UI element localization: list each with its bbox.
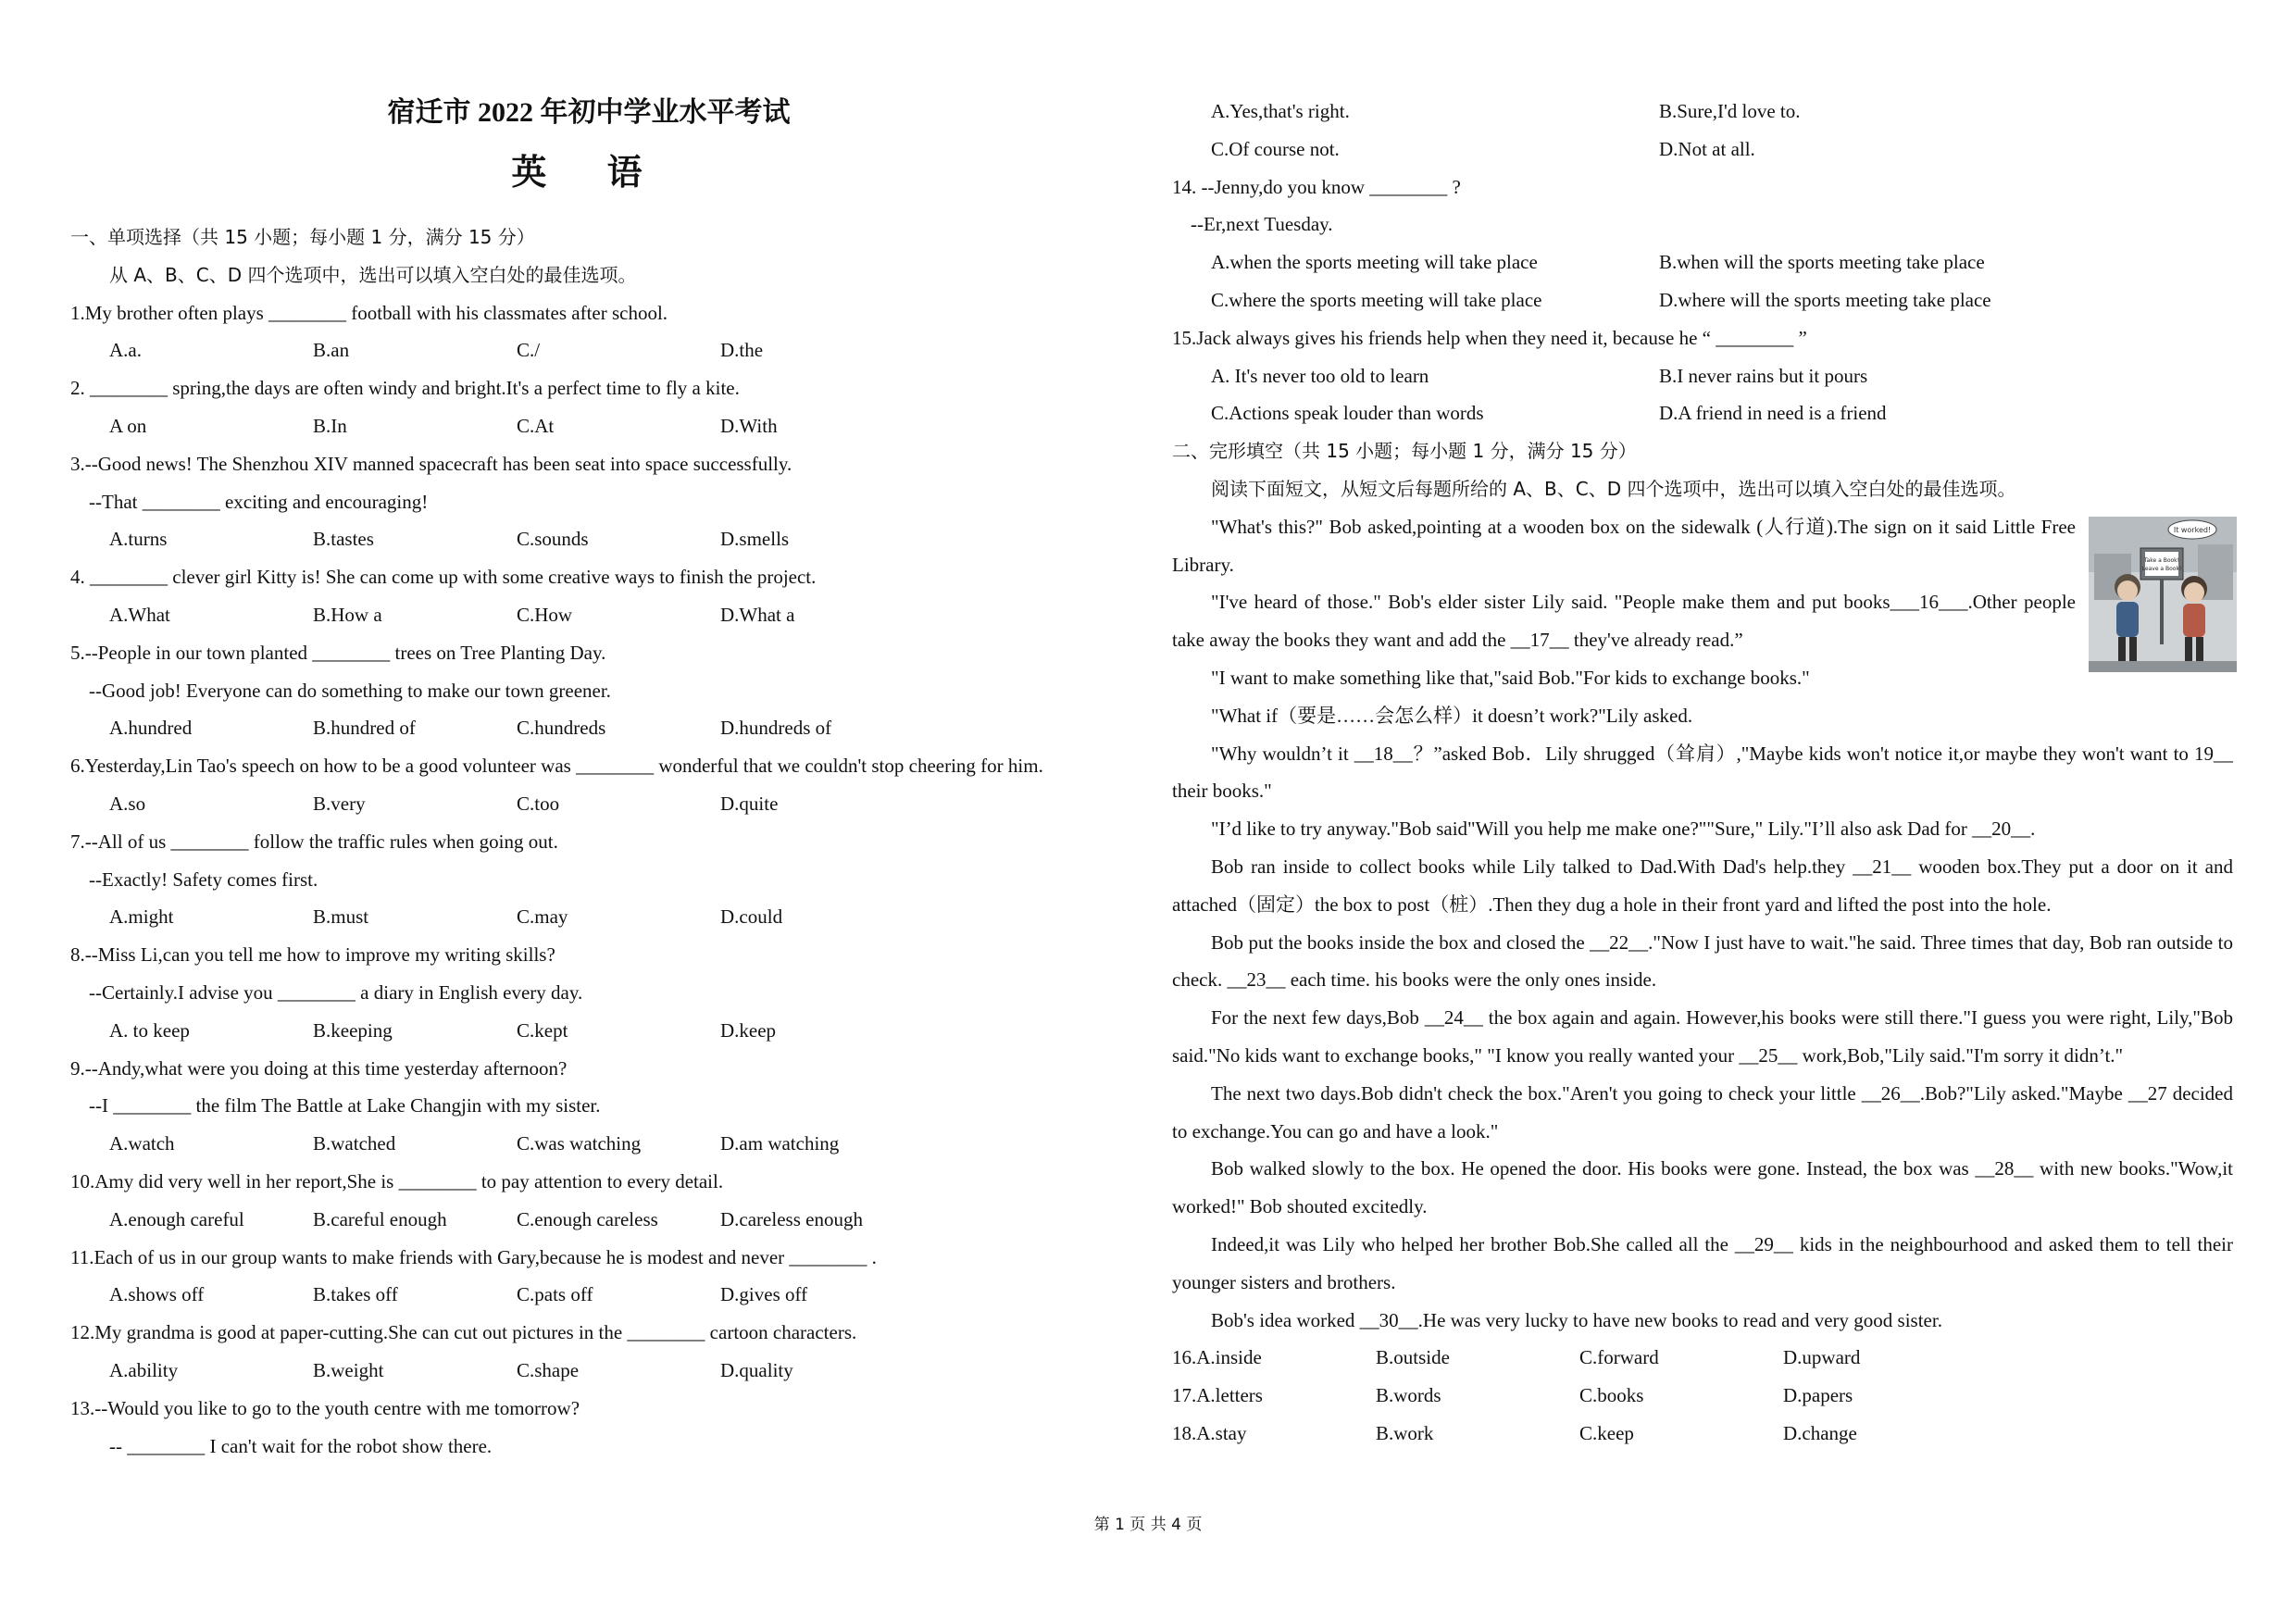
question-reply: --I ________ the film The Battle at Lake Changjin with my sister. [89, 1094, 601, 1117]
question-7 [70, 823, 1107, 936]
passage-paragraph: "What's this?" Bob asked,pointing at a wooden box on the sidewalk (人行道).The sign on it said Little Free Library. [1172, 515, 2076, 576]
passage-paragraph: "What if（要是……会怎么样）it doesn’t work?"Lily asked. [1211, 704, 1693, 727]
question-1 [70, 294, 1107, 370]
question-options [70, 596, 1107, 634]
question-options [1172, 357, 2233, 395]
question-options [70, 520, 1107, 558]
question-4 [70, 558, 1107, 634]
question-15 [1172, 319, 2233, 432]
option-c: C.enough careless [517, 1207, 658, 1230]
passage-paragraph: "Why wouldn’t it __18__？”asked Bob．Lily shrugged（耸肩）,"Maybe kids won't notice it,or maybe they won't want to 19__ their books." [1172, 742, 2233, 803]
question-stem: 12.My grandma is good at paper-cutting.She can cut out pictures in the ________ cartoon characters. [70, 1321, 857, 1344]
option-b: B.outside [1376, 1346, 1450, 1369]
option-a: A.What [109, 603, 170, 626]
option-d: D.am watching [720, 1132, 840, 1155]
option-a: A.when the sports meeting will take place [1211, 251, 1538, 274]
passage-paragraph: Indeed,it was Lily who helped her brother Bob.She called all the __29__ kids in the neighbourhood and asked them to tell their younger sisters and brothers. [1172, 1232, 2233, 1293]
option-c: C.How [517, 603, 573, 626]
option-b: B.I never rains but it pours [1659, 364, 1868, 387]
option-c: C.keep [1579, 1421, 1634, 1444]
option-d: D.A friend in need is a friend [1659, 402, 1887, 425]
option-d: D.quality [720, 1358, 793, 1381]
left-column [70, 93, 1107, 1465]
option-c: C.At [517, 414, 555, 437]
passage-paragraph: "I've heard of those." Bob's elder sister Lily said. "People make them and put books___16___.Other people take away the books they want and add the __17__ they've already read.” [1172, 591, 2076, 652]
option-a: A.ability [109, 1358, 179, 1381]
question-options [70, 407, 1107, 445]
option-d: D.What a [720, 603, 795, 626]
option-a: A.a. [109, 339, 142, 362]
speech-bubble-text: It worked! [2173, 526, 2212, 534]
option-b: B.watched [313, 1132, 396, 1155]
question-12 [70, 1314, 1107, 1390]
question-13 [70, 1390, 1107, 1466]
question-stem: 9.--Andy,what were you doing at this time yesterday afternoon? [70, 1056, 568, 1080]
cloze-option-row [1172, 1339, 2233, 1377]
passage-paragraph: Bob ran inside to collect books while Lily talked to Dad.With Dad's help.they __21__ wooden box.They put a door on it and attached（固定）the box to post（桩）.Then they dug a hole in their front yard and lifted the post into the hole. [1172, 855, 2233, 916]
passage-paragraph: Bob's idea worked __30__.He was very lucky to have new books to read and very good sister. [1211, 1308, 1942, 1331]
question-stem: 15.Jack always gives his friends help when they need it, because he “ ________ ” [1172, 326, 1807, 349]
question-5 [70, 634, 1107, 747]
option-d: D.hundreds of [720, 717, 832, 740]
question-stem: 2. ________ spring,the days are often windy and bright.It's a perfect time to fly a kite. [70, 377, 740, 400]
option-a: A.shows off [109, 1283, 205, 1306]
passage-paragraph: Bob put the books inside the box and closed the __22__."Now I just have to wait."he said. Three times that day, Bob ran outside to check. __23__ each time. his books were the only ones inside. [1172, 930, 2233, 992]
question-reply: --That ________ exciting and encouraging! [89, 490, 429, 513]
option-d: D.gives off [720, 1283, 808, 1306]
option-d: D.upward [1783, 1346, 1861, 1369]
option-b: B.How a [313, 603, 382, 626]
passage-paragraph: "I’d like to try anyway."Bob said"Will you help me make one?""Sure," Lily."I’ll also ask Dad for __20__. [1211, 818, 2036, 841]
option-b: B.weight [313, 1358, 384, 1381]
option-a: A. to keep [109, 1018, 190, 1042]
cloze-passage [1172, 508, 2233, 1340]
question-13-options-row-2 [1172, 131, 2233, 169]
question-options [70, 1352, 1107, 1390]
passage-paragraph: "I want to make something like that,"said Bob."For kids to exchange books." [1211, 666, 1810, 689]
section-2-heading: 二、完形填空（共 15 小题；每小题 1 分，满分 15 分） [1172, 440, 1637, 463]
question-stem: 8.--Miss Li,can you tell me how to improve my writing skills? [70, 943, 555, 967]
option-b: B.takes off [313, 1283, 398, 1306]
question-11 [70, 1239, 1107, 1315]
option-b: B.an [313, 339, 350, 362]
option-c: C.sounds [517, 528, 589, 551]
option-c: C.may [517, 905, 568, 929]
option-a: 18.A.stay [1172, 1421, 1247, 1444]
option-b: B.very [313, 792, 366, 815]
option-d: D.With [720, 414, 778, 437]
option-a: A.might [109, 905, 174, 929]
option-a: A. It's never too old to learn [1211, 364, 1429, 387]
option-a: A.watch [109, 1132, 175, 1155]
question-options [70, 898, 1107, 936]
option-a: 17.A.letters [1172, 1384, 1263, 1407]
story-illustration [2089, 517, 2237, 672]
section-1-instruction: 从 A、B、C、D 四个选项中，选出可以填入空白处的最佳选项。 [109, 263, 637, 286]
question-10 [70, 1163, 1107, 1239]
option-c: C.forward [1579, 1346, 1659, 1369]
option-d: D.quite [720, 792, 779, 815]
question-options [70, 1201, 1107, 1239]
option-d: D.Not at all. [1659, 137, 1755, 160]
question-options [70, 1276, 1107, 1314]
question-9 [70, 1050, 1107, 1163]
question-options-row-2 [1172, 281, 2233, 319]
option-b: B.when will the sports meeting take place [1659, 251, 1985, 274]
question-stem: 5.--People in our town planted ________ trees on Tree Planting Day. [70, 641, 606, 664]
question-stem: 3.--Good news! The Shenzhou XIV manned spacecraft has been seat into space successfully. [70, 452, 792, 475]
question-reply: --Certainly.I advise you ________ a diary in English every day. [89, 980, 583, 1004]
option-c: C.shape [517, 1358, 580, 1381]
option-c: C.Of course not. [1211, 137, 1340, 160]
option-a: A.so [109, 792, 146, 815]
svg-text:Take a Book!: Take a Book! [2143, 557, 2180, 564]
exam-title: 宿迁市 2022 年初中学业水平考试 [387, 97, 791, 128]
passage-paragraph: For the next few days,Bob __24__ the box again and again. However,his books were still there."I guess you were right, Lily,"Bob said."No kids want to exchange books," "I know you really wanted your __25__ work,Bob,"Lily said."I'm sorry it didn’t." [1172, 1006, 2233, 1067]
cloze-option-row [1172, 1415, 2233, 1453]
page-number: 第 1 页 共 4 页 [1093, 1516, 1203, 1534]
option-b: B.hundred of [313, 717, 416, 740]
option-a: A.Yes,that's right. [1211, 100, 1350, 122]
option-d: D.careless enough [720, 1207, 863, 1230]
option-b: B.Sure,I'd love to. [1659, 100, 1801, 122]
question-stem: 13.--Would you like to go to the youth centre with me tomorrow? [70, 1396, 580, 1419]
option-a: A.enough careful [109, 1207, 244, 1230]
question-options [1172, 243, 2233, 281]
option-b: B.words [1376, 1384, 1441, 1407]
question-options [70, 331, 1107, 369]
option-a: 16.A.inside [1172, 1346, 1262, 1369]
question-stem: 4. ________ clever girl Kitty is! She can come up with some creative ways to finish the project. [70, 566, 817, 589]
question-stem: 14. --Jenny,do you know ________ ? [1172, 175, 1461, 198]
option-d: D.keep [720, 1018, 777, 1042]
passage-paragraph: Bob walked slowly to the box. He opened the door. His books were gone. Instead, the box was __28__ with new books."Wow,it worked!" Bob shouted excitedly. [1172, 1157, 2233, 1218]
right-column [1172, 93, 2233, 1453]
question-2 [70, 369, 1107, 445]
option-c: C.where the sports meeting will take place [1211, 288, 1542, 311]
question-stem: 11.Each of us in our group wants to make friends with Gary,because he is modest and never ________ . [70, 1245, 877, 1268]
option-b: B.tastes [313, 528, 374, 551]
option-b: B.careful enough [313, 1207, 447, 1230]
cloze-options [1172, 1339, 2233, 1452]
option-d: D.the [720, 339, 764, 362]
option-c: C.too [517, 792, 560, 815]
passage-paragraph: The next two days.Bob didn't check the box."Aren't you going to check your little __26__.Bob?"Lily asked."Maybe __27 decided to exchange.You can go and have a look." [1172, 1081, 2233, 1142]
question-options-row-2 [1172, 394, 2233, 432]
question-reply: --Good job! Everyone can do something to make our town greener. [89, 679, 611, 702]
option-a: A.hundred [109, 717, 193, 740]
question-reply: -- ________ I can't wait for the robot show there. [109, 1434, 493, 1457]
option-c: C.kept [517, 1018, 568, 1042]
question-options [70, 709, 1107, 747]
question-stem: 7.--All of us ________ follow the traffic rules when going out. [70, 830, 558, 853]
option-c: C.was watching [517, 1132, 642, 1155]
option-c: C.Actions speak louder than words [1211, 402, 1484, 425]
option-c: C.hundreds [517, 717, 606, 740]
option-b: B.work [1376, 1421, 1434, 1444]
option-c: C.pats off [517, 1283, 593, 1306]
option-b: B.In [313, 414, 347, 437]
option-b: B.keeping [313, 1018, 393, 1042]
question-14 [1172, 169, 2233, 319]
option-c: C.books [1579, 1384, 1644, 1407]
kids-with-library-sign-icon [2089, 517, 2237, 672]
question-reply: --Exactly! Safety comes first. [89, 868, 318, 891]
question-options [70, 1125, 1107, 1163]
question-13-options [1172, 93, 2233, 131]
option-d: D.where will the sports meeting take place [1659, 288, 1991, 311]
question-options [70, 785, 1107, 823]
question-stem: 10.Amy did very well in her report,She is ________ to pay attention to every detail. [70, 1169, 724, 1192]
option-d: D.papers [1783, 1384, 1853, 1407]
option-d: D.change [1783, 1421, 1857, 1444]
question-reply: --Er,next Tuesday. [1191, 213, 1333, 236]
exam-subject: 英 语 [511, 151, 667, 193]
svg-text:Leave a Book!: Leave a Book! [2141, 566, 2182, 572]
question-6 [70, 747, 1107, 823]
section-2-instruction: 阅读下面短文，从短文后每题所给的 A、B、C、D 四个选项中，选出可以填入空白处的最佳选项。 [1211, 477, 2016, 500]
option-c: C./ [517, 339, 541, 362]
section-1-heading: 一、单项选择（共 15 小题；每小题 1 分，满分 15 分） [70, 226, 535, 248]
question-8 [70, 936, 1107, 1049]
option-d: D.smells [720, 528, 790, 551]
question-stem: 1.My brother often plays ________ football with his classmates after school. [70, 301, 668, 324]
cloze-option-row [1172, 1377, 2233, 1415]
option-a: A on [109, 414, 147, 437]
option-b: B.must [313, 905, 369, 929]
option-d: D.could [720, 905, 783, 929]
question-stem: 6.Yesterday,Lin Tao's speech on how to be a good volunteer was ________ wonderful that we couldn't stop cheering for him. [70, 755, 1043, 778]
question-3 [70, 445, 1107, 558]
option-a: A.turns [109, 528, 168, 551]
question-options [70, 1012, 1107, 1050]
